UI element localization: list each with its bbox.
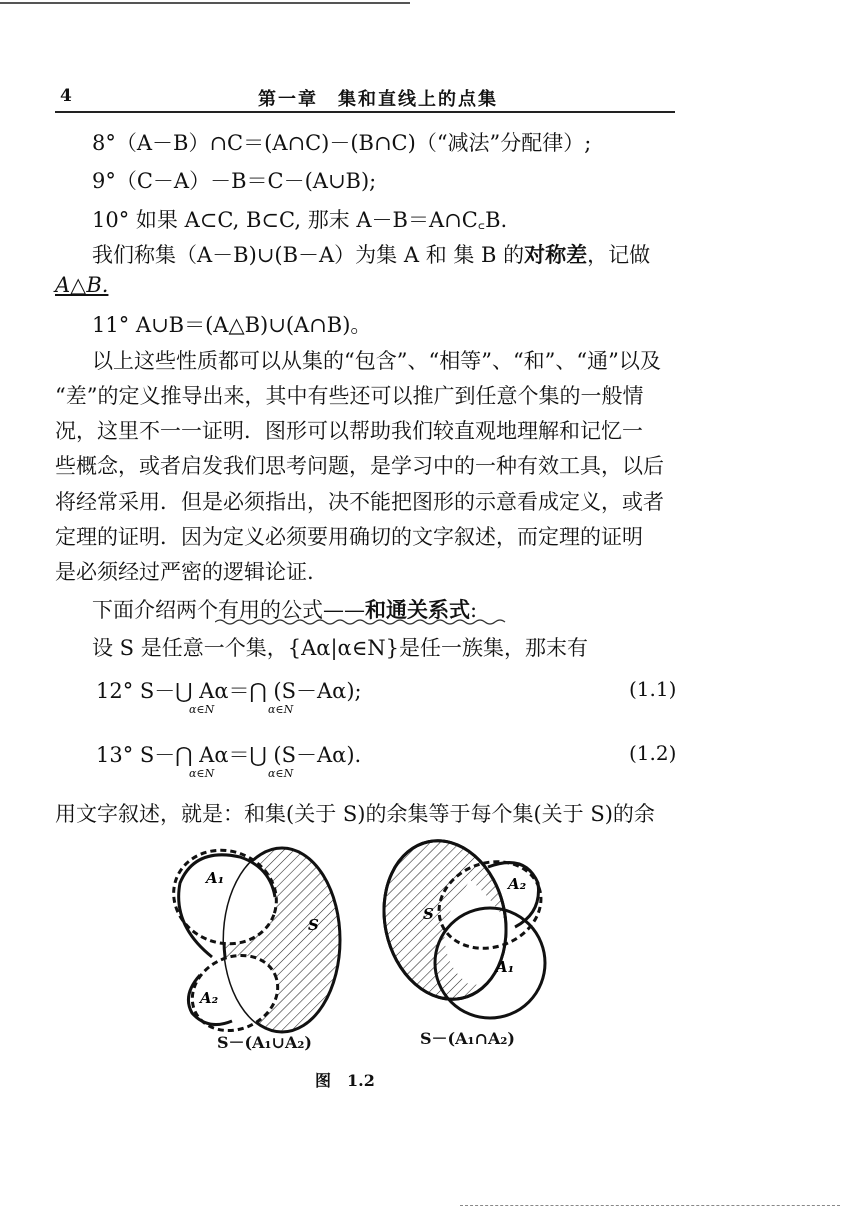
header-rule <box>55 111 675 113</box>
closing-line: 用文字叙述，就是：和集(关于 S)的余集等于每个集(关于 S)的余 <box>55 802 655 826</box>
figure-1-2 <box>170 835 570 1050</box>
sym-diff-term: 对称差 <box>524 242 588 267</box>
left-label-a2: A₂ <box>200 989 219 1007</box>
property-9: 9°（C－A）－B＝C－(A∪B); <box>92 169 377 193</box>
property-10: 10° 如果 A⊂C, B⊂C, 那末 A－B＝A∩C꜀B. <box>92 208 508 232</box>
paragraph-line-2: “差”的定义推导出来，其中有些还可以推广到任意个集的一般情 <box>55 384 644 408</box>
formula-12: 12° S－⋃ Aα＝⋂ (S－Aα); <box>96 679 362 703</box>
right-venn-diagram <box>370 835 554 1018</box>
right-label-a2: A₂ <box>508 875 527 893</box>
figure-number: 图 1.2 <box>315 1071 375 1090</box>
formula-13: 13° S－⋂ Aα＝⋃ (S－Aα). <box>96 743 362 767</box>
formula-12-sub-right: α∈N <box>268 703 294 716</box>
chapter-title: 第一章 集和直线上的点集 <box>258 89 498 110</box>
paragraph-line-4: 些概念，或者启发我们思考问题，是学习中的一种有效工具，以后 <box>55 454 664 478</box>
symmetric-difference-line <box>92 239 650 269</box>
intro-text: 下面介绍两个有用的公式—— <box>92 598 365 622</box>
right-label-s: S <box>423 905 434 923</box>
paragraph-line-5: 将经常采用．但是必须指出，决不能把图形的示意看成定义，或者 <box>55 490 664 514</box>
property-11: 11° A∪B＝(A△B)∪(A∩B)。 <box>92 313 372 337</box>
equation-number-1-1: (1.1) <box>629 677 677 701</box>
scan-edge-top <box>0 2 410 4</box>
left-label-a1: A₁ <box>206 869 225 887</box>
equation-number-1-2: (1.2) <box>629 741 677 765</box>
setup-line: 设 S 是任意一个集，{Aα|α∈N}是任一族集，那末有 <box>92 636 588 660</box>
formula-13-sub-right: α∈N <box>268 767 294 780</box>
property-8: 8°（A－B）∩C＝(A∩C)－(B∩C)（“减法”分配律）; <box>92 131 592 155</box>
sym-diff-text: 我们称集（A－B)∪(B－A）为集 A 和 集 B 的 <box>92 243 525 267</box>
formula-12-sub-left: α∈N <box>189 703 215 716</box>
left-venn-diagram <box>170 836 340 1044</box>
formula-13-sub-left: α∈N <box>189 767 215 780</box>
paragraph-line-7: 是必须经过严密的逻辑论证. <box>55 560 314 584</box>
sym-diff-notation: A△B. <box>55 273 109 297</box>
scan-edge-bottom <box>460 1205 840 1207</box>
page-number: 4 <box>60 86 72 106</box>
sym-diff-tail: ，记做 <box>587 243 651 267</box>
intro-colon: : <box>470 598 478 622</box>
right-label-a1: A₁ <box>496 958 515 976</box>
intro-term: 和通关系式 <box>365 597 470 622</box>
left-figure-caption: S－(A₁∪A₂) <box>217 1033 312 1052</box>
paragraph-line-1: 以上这些性质都可以从集的“包含”、“相等”、“和”、“通”以及 <box>92 349 661 373</box>
underline-squiggle <box>215 618 515 626</box>
paragraph-line-6: 定理的证明．因为定义必须要用确切的文字叙述，而定理的证明 <box>55 525 643 549</box>
right-figure-caption: S－(A₁∩A₂) <box>420 1029 515 1048</box>
left-label-s: S <box>308 916 319 934</box>
paragraph-line-3: 况，这里不一一证明．图形可以帮助我们较直观地理解和记忆一 <box>55 419 643 443</box>
